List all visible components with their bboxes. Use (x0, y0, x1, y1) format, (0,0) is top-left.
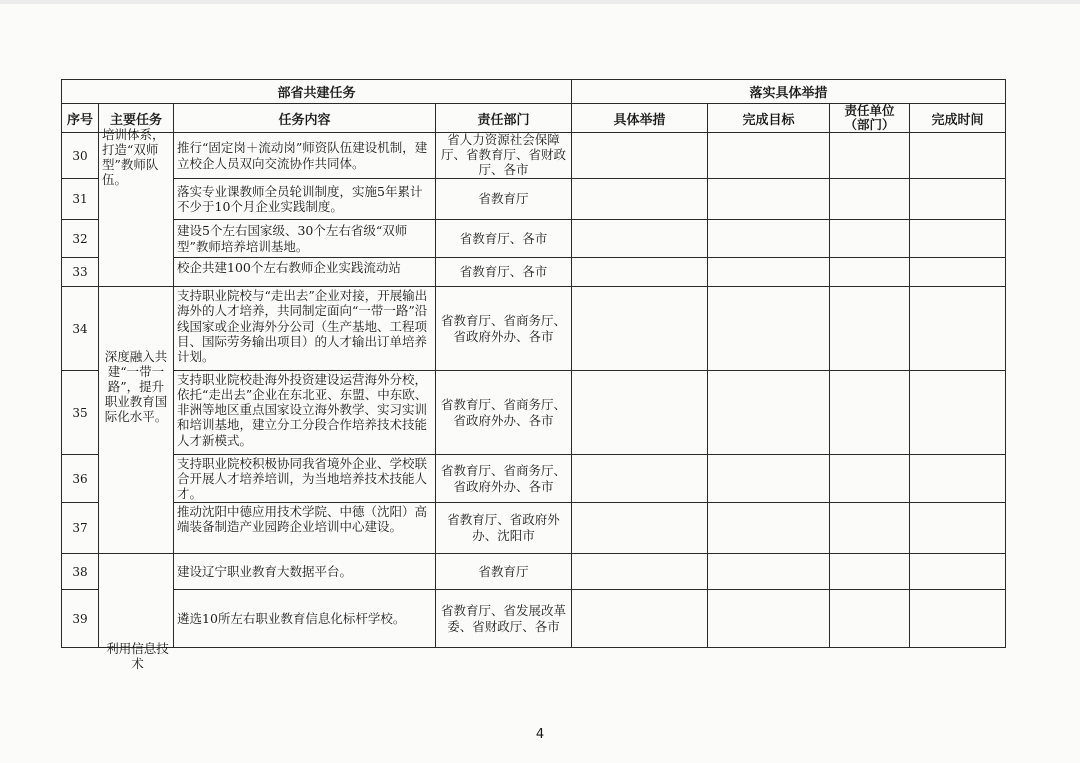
unit-cell (830, 133, 910, 179)
time-cell (910, 287, 1006, 371)
dept-cell: 省教育厅、省商务厅、省政府外办、各市 (436, 287, 572, 371)
column-header-row (62, 104, 1006, 133)
target-cell (708, 179, 830, 220)
content-cell: 遴选10所左右职业教育信息化标杆学校。 (174, 590, 436, 648)
group-header-row (62, 80, 1006, 104)
measures-cell (572, 503, 708, 554)
content-text: 支持职业院校积极协同我省境外企业、学校联合开展人才培养培训，为当地培养技术技能人才。 (177, 455, 428, 502)
target-cell (708, 371, 830, 455)
table-row (62, 503, 1006, 554)
measures-cell (572, 287, 708, 371)
table-row (62, 179, 1006, 220)
col-header-content: 任务内容 (174, 104, 436, 133)
content-cell (174, 371, 436, 455)
dept-text: 省人力资源社会保障厅、省教育厅、省财政厅、各市 (441, 131, 567, 177)
table-row (62, 287, 1006, 371)
col-header-target: 完成目标 (708, 104, 830, 133)
dept-cell: 省教育厅、各市 (436, 220, 572, 258)
table-row (62, 133, 1006, 179)
page-number: 4 (535, 727, 545, 742)
dept-cell: 省教育厅、各市 (436, 258, 572, 287)
task-table (61, 79, 1006, 671)
content-cell (174, 503, 436, 554)
unit-cell (830, 455, 910, 503)
col-header-time: 完成时间 (910, 104, 1006, 133)
measures-cell (572, 133, 708, 179)
dept-cell: 省教育厅、省政府外办、沈阳市 (436, 503, 572, 554)
target-cell (708, 287, 830, 371)
time-cell (910, 220, 1006, 258)
row-number: 39 (62, 590, 99, 648)
content-cell: 落实专业课教师全员轮训制度，实施5年累计不少于10个月企业实践制度。 (174, 179, 436, 220)
dept-cell: 省教育厅 (436, 554, 572, 590)
target-cell (708, 455, 830, 503)
measures-cell (572, 455, 708, 503)
col-header-main-task: 主要任务 (99, 104, 174, 133)
main-task-cell (99, 554, 174, 671)
measures-cell (572, 179, 708, 220)
measures-cell (572, 371, 708, 455)
row-number: 30 (62, 133, 99, 179)
target-cell (708, 554, 830, 590)
target-cell (708, 503, 830, 554)
content-text: 推动沈阳中德应用技术学院、中德（沈阳）高端装备制造产业园跨企业培训中心建设。 (177, 503, 428, 534)
main-task-cell (99, 127, 174, 287)
unit-cell (830, 220, 910, 258)
main-task-text: 利用信息技术 (106, 641, 169, 671)
col-header-dept: 责任部门 (436, 104, 572, 133)
col-header-no: 序号 (62, 104, 99, 133)
group-header-ministry-province: 部省共建任务 (62, 80, 572, 104)
table-row (62, 590, 1006, 648)
main-task-cell (99, 287, 174, 554)
time-cell (910, 503, 1006, 554)
row-number: 33 (62, 258, 99, 287)
col-header-unit: 责任单位 （部门） (830, 104, 910, 133)
content-cell: 建设辽宁职业教育大数据平台。 (174, 554, 436, 590)
time-cell (910, 258, 1006, 287)
dept-cell: 省教育厅 (436, 179, 572, 220)
row-number: 32 (62, 220, 99, 258)
group-header-implementation: 落实具体举措 (572, 80, 1006, 104)
target-cell (708, 258, 830, 287)
target-cell (708, 590, 830, 648)
time-cell (910, 554, 1006, 590)
dept-cell (436, 133, 572, 179)
unit-cell (830, 258, 910, 287)
table-row (62, 554, 1006, 590)
row-number: 36 (62, 455, 99, 503)
time-cell (910, 590, 1006, 648)
row-number: 31 (62, 179, 99, 220)
content-cell: 校企共建100个左右教师企业实践流动站 (174, 258, 436, 287)
page-top-edge (0, 0, 1080, 4)
time-cell (910, 455, 1006, 503)
content-cell: 建设5个左右国家级、30个左右省级“双师型”教师培养培训基地。 (174, 220, 436, 258)
main-task-clip (99, 641, 173, 671)
time-cell (910, 133, 1006, 179)
content-text: 支持职业院校与“走出去”企业对接，开展输出海外的人才培养，共同制定面向“一带一路”沿线国家或企业海外分公司（生产基地、工程项目、国际劳务输出项目）的人才输出订单培养计划。 (177, 288, 428, 365)
unit-cell (830, 371, 910, 455)
table-row (62, 258, 1006, 287)
table-row (62, 220, 1006, 258)
row-number: 35 (62, 371, 99, 455)
table-row (62, 455, 1006, 503)
unit-cell (830, 554, 910, 590)
main-task-text: 培训体系，打造“双师型”教师队伍。 (102, 127, 165, 187)
target-cell (708, 220, 830, 258)
time-cell (910, 371, 1006, 455)
measures-cell (572, 258, 708, 287)
content-cell (174, 287, 436, 371)
task-table-sheet (61, 79, 1005, 671)
col-header-measures: 具体举措 (572, 104, 708, 133)
time-cell (910, 179, 1006, 220)
unit-cell (830, 590, 910, 648)
measures-cell (572, 590, 708, 648)
measures-cell (572, 220, 708, 258)
content-text: 支持职业院校赴海外投资建设运营海外分校，依托“走出去”企业在东北亚、东盟、中东欧、非洲等地区重点国家设立海外教学、实习实训和培训基地，建立分工分段合作培养技术技能人才新模式。 (177, 371, 428, 448)
row-number: 37 (62, 503, 99, 554)
content-cell (174, 455, 436, 503)
unit-cell (830, 287, 910, 371)
dept-cell: 省教育厅、省商务厅、省政府外办、各市 (436, 371, 572, 455)
target-cell (708, 133, 830, 179)
measures-cell (572, 554, 708, 590)
main-task-text: 深度融入共建“一带一路”，提升职业教育国际化水平。 (104, 349, 168, 424)
unit-cell (830, 503, 910, 554)
content-cell: 推行“固定岗＋流动岗”师资队伍建设机制，建立校企人员双向交流协作共同体。 (174, 133, 436, 179)
unit-cell (830, 179, 910, 220)
row-number: 34 (62, 287, 99, 371)
dept-cell: 省教育厅、省发展改革委、省财政厅、各市 (436, 590, 572, 648)
dept-cell: 省教育厅、省商务厅、省政府外办、各市 (436, 455, 572, 503)
row-number: 38 (62, 554, 99, 590)
table-row (62, 371, 1006, 455)
